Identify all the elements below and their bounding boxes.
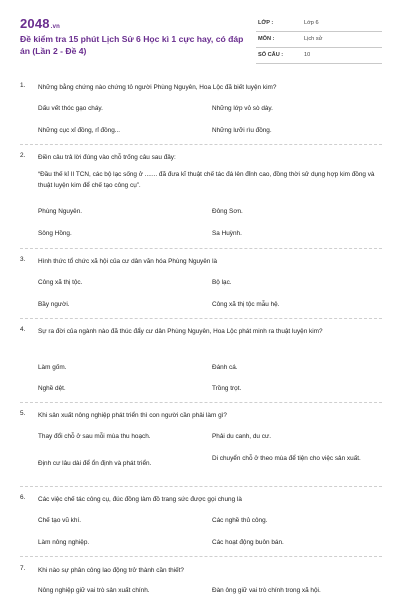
answer-option[interactable]: Sa Huỳnh. (212, 230, 242, 237)
answer-option[interactable]: Công xã thị tộc mẫu hệ. (212, 301, 280, 308)
meta-row-subject (256, 32, 382, 48)
question-text: Khi sản xuất nông nghiệp phát triển thì con người cần phải làm gì? (38, 412, 227, 419)
question-number: 6. (20, 494, 26, 501)
answer-option[interactable]: Phùng Nguyên. (38, 208, 83, 215)
answer-option[interactable]: Làm gốm. (38, 364, 67, 371)
meta-value: Lớp 6 (304, 20, 319, 26)
answer-option[interactable]: Các hoạt động buôn bán. (212, 539, 284, 546)
question-number: 3. (20, 256, 26, 263)
answer-option[interactable]: Các nghề thủ công. (212, 517, 268, 524)
question-5 (20, 410, 382, 480)
answer-option[interactable]: Làm nông nghiệp. (38, 539, 90, 546)
answer-option[interactable]: Trồng trọt. (212, 385, 242, 392)
question-number: 1. (20, 82, 26, 89)
question-text: Các việc chế tác công cụ, đúc đồng làm đồ trang sức được gọi chung là (38, 496, 242, 503)
divider (20, 402, 382, 403)
answer-option[interactable]: Chế tạo vũ khí. (38, 517, 81, 524)
question-3 (20, 256, 382, 316)
question-1 (20, 82, 382, 142)
question-number: 7. (20, 565, 26, 572)
answer-option[interactable]: Đánh cá. (212, 364, 238, 371)
divider (20, 248, 382, 249)
meta-value: Lịch sử (304, 36, 323, 42)
divider (20, 318, 382, 319)
meta-row-grade (256, 16, 382, 32)
answer-option[interactable]: Những cục xỉ đồng, rỉ đồng... (38, 127, 121, 134)
question-text: Hình thức tổ chức xã hội của cư dân văn hóa Phùng Nguyên là (38, 258, 218, 265)
answer-option[interactable]: Di chuyển chỗ ở theo mùa để tiện cho việc sản xuất. (212, 455, 361, 462)
answer-option[interactable]: Đàn ông giữ vai trò chính trong xã hội. (212, 587, 321, 594)
answer-option[interactable]: Nông nghiệp giữ vai trò sản xuất chính. (38, 587, 150, 594)
meta-table (256, 16, 382, 64)
question-text: Sự ra đời của ngành nào đã thúc đẩy cư dân Phùng Nguyên, Hoa Lộc phát minh ra thuật luyện kim? (38, 328, 323, 335)
answer-option[interactable]: Những lưỡi rìu đồng. (212, 127, 272, 134)
answer-option[interactable]: Định cư lâu dài để ổn định và phát triển. (38, 460, 152, 467)
logo-domain: .vn (50, 24, 61, 30)
document-header (20, 16, 382, 66)
site-logo[interactable] (20, 16, 60, 31)
question-2 (20, 152, 382, 248)
question-quote: “Đầu thế kỉ II TCN, các bộ lạc sống ở ....... đã đưa kĩ thuật chế tác đá lên đỉnh cao, đồng thời sử dụng hợp kim đồng và thuật luyện kim để chế tạo công cụ”. (38, 171, 375, 189)
divider (20, 144, 382, 145)
question-number: 2. (20, 152, 26, 159)
meta-label: LỚP : (258, 20, 274, 26)
question-text: Điền câu trả lời đúng vào chỗ trống câu sau đây: (38, 154, 176, 161)
answer-option[interactable]: Phải du canh, du cư. (212, 433, 271, 440)
answer-option[interactable]: Bộ lạc. (212, 279, 232, 286)
answer-option[interactable]: Đông Sơn. (212, 208, 243, 215)
question-7 (20, 565, 382, 599)
meta-label: MÔN : (258, 36, 275, 42)
meta-row-count (256, 48, 382, 64)
meta-value: 10 (304, 52, 311, 58)
question-text: Những bằng chứng nào chứng tỏ người Phùng Nguyên, Hoa Lộc đã biết luyện kim? (38, 84, 277, 91)
divider (20, 556, 382, 557)
answer-option[interactable]: Thay đổi chỗ ở sau mỗi mùa thu hoạch. (38, 433, 151, 440)
answer-option[interactable]: Dấu vết thóc gạo cháy. (38, 105, 103, 112)
answer-option[interactable]: Sông Hồng. (38, 230, 72, 237)
page-title: Đề kiểm tra 15 phút Lịch Sử 6 Học kì 1 cực hay, có đáp án (Lần 2 - Đề 4) (20, 34, 244, 56)
question-6 (20, 494, 382, 554)
meta-label: SỐ CÂU : (258, 52, 284, 58)
question-number: 5. (20, 410, 26, 417)
logo-main: 2048 (20, 16, 50, 31)
answer-option[interactable]: Công xã thị tộc. (38, 279, 83, 286)
answer-option[interactable]: Những lớp vỏ sò dày. (212, 105, 273, 112)
question-4 (20, 326, 382, 402)
answer-option[interactable]: Nghề dệt. (38, 385, 66, 392)
answer-option[interactable]: Bầy người. (38, 301, 70, 308)
divider (20, 486, 382, 487)
question-text: Khi nào sự phân công lao động trở thành cần thiết? (38, 567, 184, 574)
question-number: 4. (20, 326, 26, 333)
